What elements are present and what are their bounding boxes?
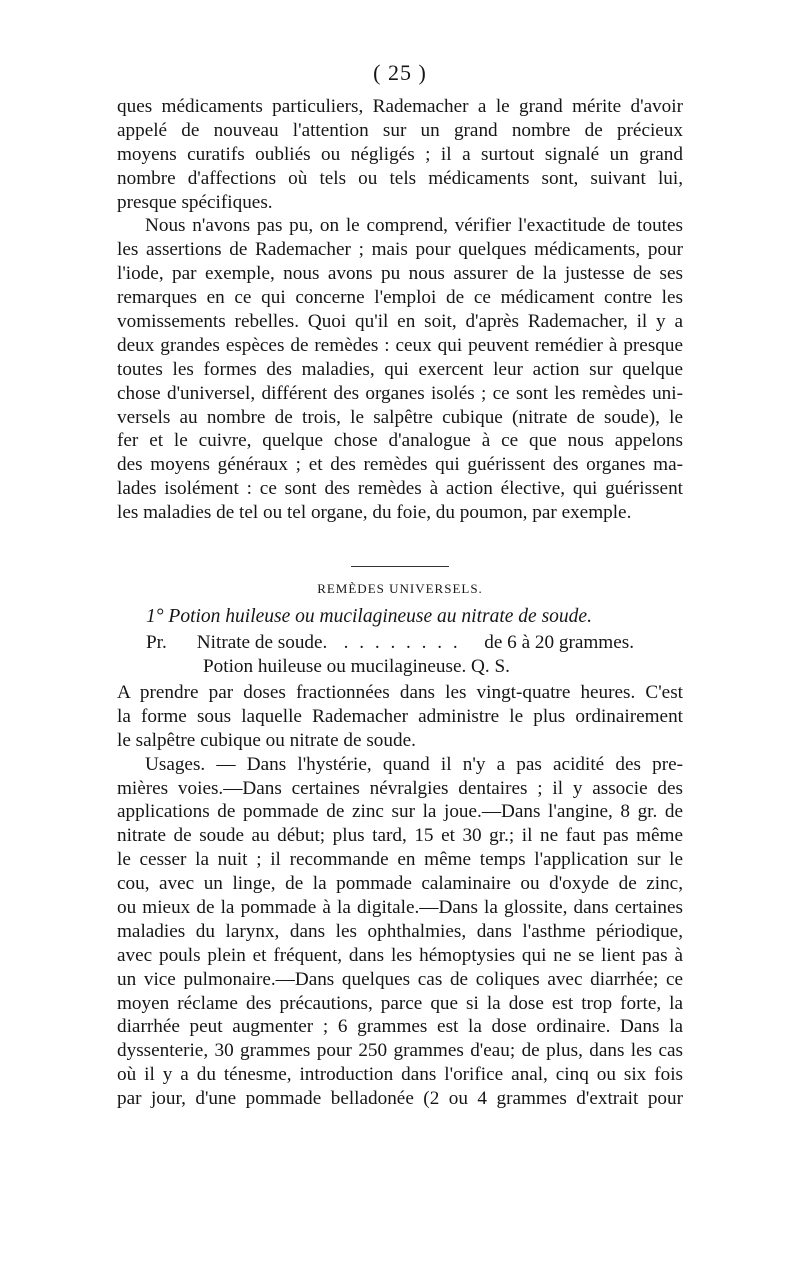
- prescription-abbreviation: Pr.: [146, 632, 167, 653]
- paragraph-4-line: diarrhée peut augmenter ; 6 grammes est la dose ordinaire. Dans la: [117, 1016, 683, 1038]
- paragraph-3-line: A prendre par doses fractionnées dans les vingt-quatre heures. C'est: [117, 682, 683, 703]
- paragraph-4-line: nitrate de soude au début; plus tard, 15 et 30 gr.; il ne faut pas même: [117, 825, 683, 847]
- paragraph-4-line: moyen réclame des précautions, parce que si la dose est trop forte, la: [117, 992, 683, 1014]
- paragraph-2-line: chose d'universel, différent des organes isolés ; ce sont les remèdes uni-: [117, 382, 683, 404]
- dot-leader: . . . . . . . .: [343, 632, 461, 653]
- paragraph-1-line: moyens curatifs oubliés ou négligés ; il a surtout signalé un grand: [117, 143, 683, 165]
- prescription-dose: de 6 à 20 grammes.: [484, 632, 634, 653]
- paragraph-2-line: lades isolément : ce sont des remèdes à action élective, qui guérissent: [117, 478, 683, 500]
- paragraph-3-line: la forme sous laquelle Rademacher administre le plus ordinairement: [117, 705, 683, 727]
- paragraph-2-line: l'iode, par exemple, nous avons pu nous assurer de la justesse de ses: [117, 263, 683, 285]
- paragraph-1-line: appelé de nouveau l'attention sur un grand nombre de précieux: [117, 119, 683, 141]
- paragraph-1-line: nombre d'affections où tels ou tels médicaments sont, suivant lui,: [117, 167, 683, 189]
- paragraph-1-line: presque spécifiques.: [117, 191, 273, 213]
- paragraph-2-line: les assertions de Rademacher ; mais pour quelques médicaments, pour: [117, 239, 683, 261]
- page-number: ( 25 ): [373, 60, 427, 85]
- paragraph-4-line: cou, avec un linge, de la pommade calaminaire ou d'oxyde de zinc,: [117, 873, 683, 895]
- paragraph-4-line: ou mieux de la pommade à la digitale.—Dans la glossite, dans certaines: [117, 897, 683, 919]
- paragraph-4-line: mières voies.—Dans certaines névralgies dentaires ; il y associe des: [117, 777, 683, 799]
- usage-text: [117, 681, 683, 1111]
- paragraph-4-line: où il y a du ténesme, introduction dans l'orifice anal, cinq ou six fois: [117, 1064, 683, 1086]
- paragraph-2-line: remarques en ce qui concerne l'emploi de ce médicament contre les: [117, 287, 683, 309]
- paragraph-2-line: les maladies de tel ou tel organe, du foie, du poumon, par exemple.: [117, 502, 632, 524]
- paragraph-3-line: le salpêtre cubique ou nitrate de soude.: [117, 729, 416, 751]
- section-heading: REMÈDES UNIVERSELS.: [317, 581, 483, 596]
- paragraph-2-line: versels au nombre de trois, le salpêtre cubique (nitrate de soude), le: [117, 406, 683, 428]
- paragraph-2-line: des moyens généraux ; et des remèdes qui guérissent des organes ma-: [117, 454, 683, 476]
- paragraph-2-line: vomissements rebelles. Quoi qu'il en soit, d'après Rademacher, il y a: [117, 311, 683, 333]
- paragraph-4-line: par jour, d'une pommade belladonée (2 ou 4 grammes d'extrait pour: [117, 1088, 683, 1110]
- formula-title: 1° Potion huileuse ou mucilagineuse au nitrate de soude.: [146, 606, 592, 627]
- paragraph-2-line: deux grandes espèces de remèdes : ceux qui peuvent remédier à presque: [117, 334, 683, 356]
- paragraph-4-line: un vice pulmonaire.—Dans quelques cas de coliques avec diarrhée; ce: [117, 968, 683, 990]
- section-divider: [351, 566, 449, 567]
- paragraph-1-line: ques médicaments particuliers, Rademacher a le grand mérite d'avoir: [117, 96, 683, 117]
- prescription-vehicle: Potion huileuse ou mucilagineuse. Q. S.: [203, 656, 510, 677]
- paragraph-4-line: avec pouls plein et fréquent, dans les hémoptysies qui ne se lient pas à: [117, 944, 683, 966]
- paragraph-4-line: maladies du larynx, dans les ophthalmies, dans l'asthme périodique,: [117, 920, 683, 942]
- paragraph-2-line: fer et le cuivre, quelque chose d'analogue à ce que nous appelons: [117, 430, 683, 452]
- paragraph-4-line: le cesser la nuit ; il recommande en même temps l'application sur le: [117, 849, 683, 871]
- paragraph-4-line: dyssenterie, 30 grammes pour 250 grammes d'eau; de plus, dans les cas: [117, 1040, 683, 1062]
- intro-text: [117, 95, 683, 525]
- prescription-line: [146, 632, 634, 654]
- paragraph-2-line: Nous n'avons pas pu, on le comprend, vérifier l'exactitude de toutes: [145, 215, 683, 237]
- paragraph-4-line: applications de pommade de zinc sur la joue.—Dans l'angine, 8 gr. de: [117, 801, 683, 823]
- paragraph-4-line: Usages. — Dans l'hystérie, quand il n'y a pas acidité des pre-: [145, 753, 683, 775]
- paragraph-2-line: toutes les formes des maladies, qui exercent leur action sur quelque: [117, 358, 683, 380]
- prescription-ingredient: Nitrate de soude.: [196, 632, 328, 653]
